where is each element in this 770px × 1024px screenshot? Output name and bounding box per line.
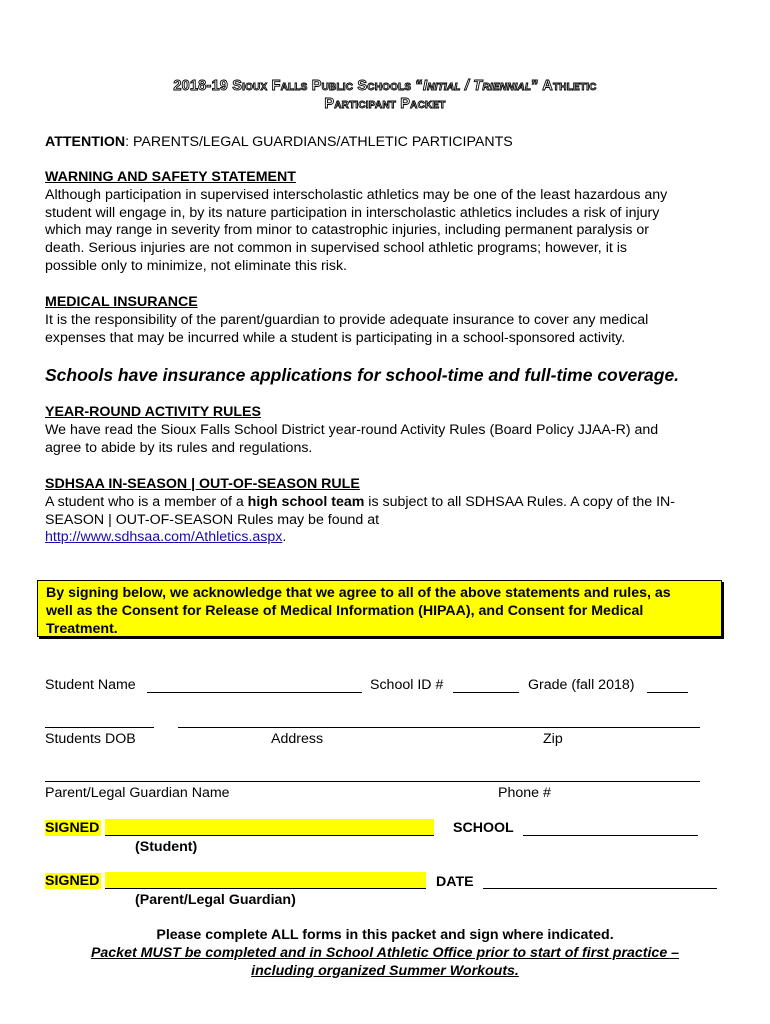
high-school-team: high school team	[247, 493, 365, 510]
school-label: SCHOOL	[453, 820, 514, 836]
medical-text: It is the responsibility of the parent/guardian to provide adequate insurance to cover any medical	[45, 311, 649, 328]
medical-section	[45, 294, 725, 347]
school-id-label: School ID #	[370, 677, 444, 693]
address-field[interactable]	[178, 727, 700, 728]
sdhsaa-text	[45, 494, 725, 512]
warning-section	[45, 169, 725, 276]
packet-title	[0, 78, 770, 94]
date-field[interactable]	[483, 888, 717, 889]
warning-heading: WARNING AND SAFETY STATEMENT	[45, 169, 296, 185]
student-name-label: Student Name	[45, 677, 136, 693]
student-caption: (Student)	[135, 839, 198, 855]
guardian-signature-field[interactable]	[105, 872, 426, 889]
warning-text: which may range in severity from minor to catastrophic injuries, including permanent paralysis or	[45, 222, 650, 239]
title-initial-triennial: Initial / Triennial	[422, 78, 532, 94]
guardian-name-field[interactable]	[45, 781, 700, 782]
text: is subject to all SDHSAA Rules. A copy of the IN-	[364, 493, 676, 510]
text: A student who is a member of a	[45, 493, 248, 510]
acknowledgement-box	[37, 580, 722, 637]
guardian-name-label: Parent/Legal Guardian Name	[45, 785, 230, 801]
yearround-text: We have read the Sioux Falls School District year-round Activity Rules (Board Policy JJAA-R) and	[45, 421, 659, 438]
dob-field[interactable]	[45, 727, 154, 728]
yearround-section	[45, 404, 725, 457]
footer-deadline-cont: including organized Summer Workouts.	[251, 963, 519, 979]
address-label: Address	[271, 731, 324, 747]
warning-text: student will engage in, by its nature participation in interscholastic athletics includes a risk of injury	[45, 204, 660, 221]
attention-line	[45, 134, 725, 152]
yearround-text: agree to abide by its rules and regulations.	[45, 439, 313, 456]
signed-guardian-label: SIGNED	[45, 873, 100, 889]
sdhsaa-section	[45, 476, 725, 547]
sdhsaa-heading: SDHSAA IN-SEASON | OUT-OF-SEASON RULE	[45, 476, 360, 492]
packet-title-line2: Participant Packet	[324, 96, 446, 112]
acknowledgement-text: By signing below, we acknowledge that we agree to all of the above statements and rules, as	[46, 585, 671, 601]
medical-heading: MEDICAL INSURANCE	[45, 294, 198, 310]
insurance-note: Schools have insurance applications for school-time and full-time coverage.	[45, 365, 680, 385]
footer-instruction: Please complete ALL forms in this packet and sign where indicated.	[156, 927, 614, 943]
sdhsaa-text: SEASON | OUT-OF-SEASON Rules may be found at	[45, 511, 380, 528]
school-id-field[interactable]	[453, 692, 519, 693]
school-field[interactable]	[523, 835, 698, 836]
warning-text: Although participation in supervised interscholastic athletics may be one of the least hazardous any	[45, 186, 668, 203]
warning-text: possible only to minimize, not eliminate this risk.	[45, 257, 347, 274]
student-signature-field[interactable]	[105, 819, 434, 836]
warning-text: death. Serious injuries are not common in supervised school athletic programs; however, it is	[45, 240, 627, 257]
signed-student-label: SIGNED	[45, 820, 100, 836]
separator: :	[125, 134, 134, 150]
date-label: DATE	[436, 874, 474, 890]
period: .	[282, 529, 287, 546]
phone-label: Phone #	[498, 785, 551, 801]
guardian-caption: (Parent/Legal Guardian)	[135, 892, 296, 908]
zip-label: Zip	[543, 731, 563, 747]
grade-field[interactable]	[647, 692, 688, 693]
title-part: 2018-19 Sioux Falls Public Schools “	[173, 78, 423, 94]
sdhsaa-link[interactable]: http://www.sdhsaa.com/Athletics.aspx	[45, 529, 283, 546]
acknowledgement-text: well as the Consent for Release of Medical Information (HIPAA), and Consent for Medical	[46, 602, 644, 619]
title-part: ” Athletic	[531, 78, 597, 94]
grade-label: Grade (fall 2018)	[528, 677, 635, 693]
medical-text: expenses that may be incurred while a student is participating in a school-sponsored activity.	[45, 329, 626, 346]
dob-label: Students DOB	[45, 731, 136, 747]
acknowledgement-text: Treatment.	[46, 620, 118, 637]
attention-text: PARENTS/LEGAL GUARDIANS/ATHLETIC PARTICIPANTS	[133, 134, 513, 150]
yearround-heading: YEAR-ROUND ACTIVITY RULES	[45, 404, 261, 420]
link-line	[45, 529, 725, 547]
footer-deadline: Packet MUST be completed and in School Athletic Office prior to start of first practice –	[90, 945, 680, 961]
student-name-field[interactable]	[147, 692, 362, 693]
attention-label: ATTENTION	[45, 134, 126, 150]
